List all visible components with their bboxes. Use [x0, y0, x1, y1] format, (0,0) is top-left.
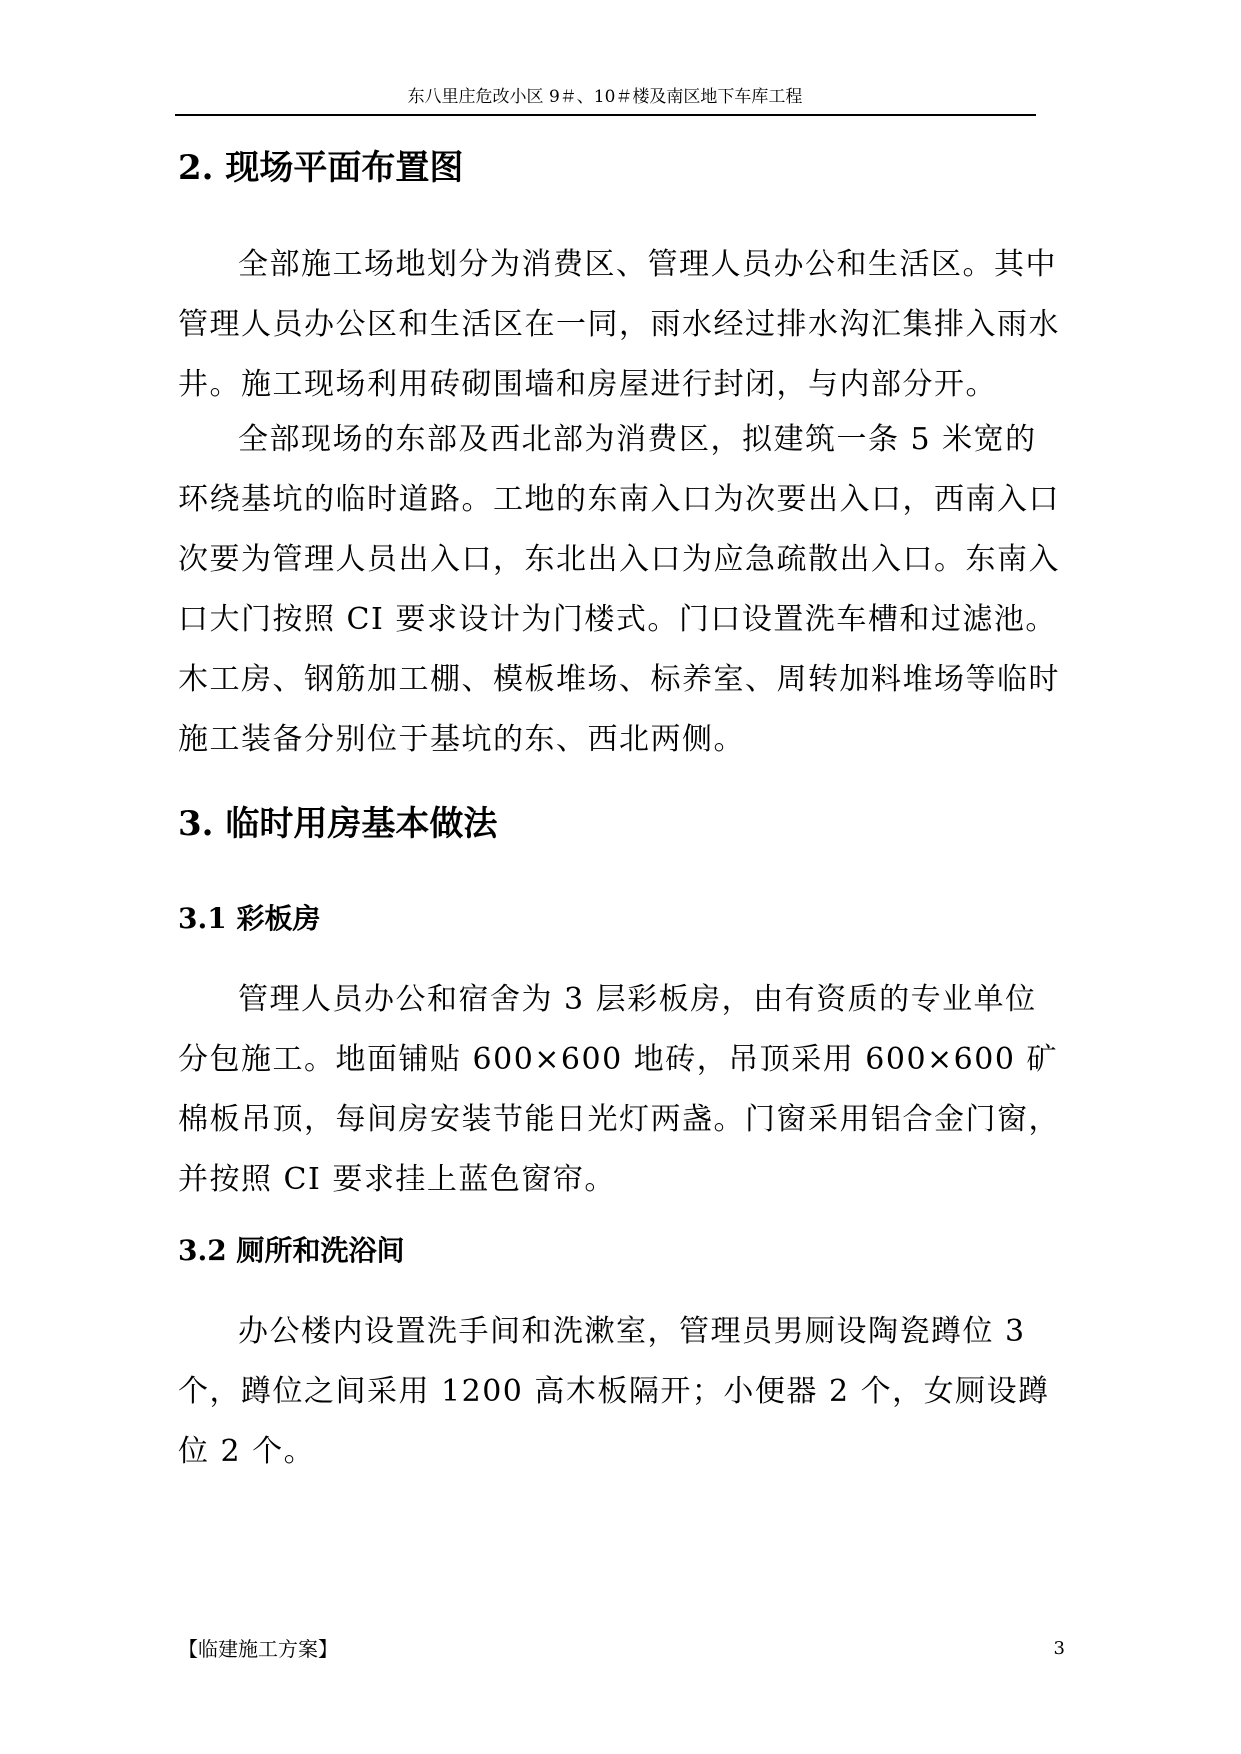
section-3-1-paragraph: 管理人员办公和宿舍为 3 层彩板房，由有资质的专业单位分包施工。地面铺贴 600×600 地砖，吊顶采用 600×600 矿棉板吊顶，每间房安装节能日光灯两盏。门窗采用铝合金门窗，并按照 CI 要求挂上蓝色窗帘。 [178, 982, 1060, 1197]
section-2-paragraph-1: 全部施工场地划分为消费区、管理人员办公和生活区。其中管理人员办公区和生活区在一同，雨水经过排水沟汇集排入雨水井。施工现场利用砖砌围墙和房屋进行封闭，与内部分开。 [178, 247, 1060, 402]
page-number: 3 [1053, 1638, 1065, 1659]
footer-label: 【临建施工方案】 [178, 1637, 338, 1661]
header-rule [175, 114, 1036, 116]
section-3-1-heading: 3.1 彩板房 [178, 902, 321, 935]
section-3-2-heading: 3.2 厕所和洗浴间 [178, 1234, 405, 1267]
section-2-paragraph-2: 全部现场的东部及西北部为消费区，拟建筑一条 5 米宽的环绕基坑的临时道路。工地的东南入口为次要出入口，西南入口次要为管理人员出入口，东北出入口为应急疏散出入口。东南入口大门按照 CI 要求设计为门楼式。门口设置洗车槽和过滤池。木工房、钢筋加工棚、模板堆场、标养室、周转加料堆场等临时施工装备分别位于基坑的东、西北两侧。 [178, 422, 1060, 757]
section-2-heading: 2. 现场平面布置图 [178, 148, 464, 188]
section-3-heading: 3. 临时用房基本做法 [178, 804, 498, 844]
running-header: 东八里庄危改小区 9＃、10＃楼及南区地下车库工程 [407, 87, 803, 107]
section-3-2-paragraph: 办公楼内设置洗手间和洗漱室，管理员男厕设陶瓷蹲位 3 个，蹲位之间采用 1200 高木板隔开；小便器 2 个，女厕设蹲位 2 个。 [178, 1314, 1050, 1469]
